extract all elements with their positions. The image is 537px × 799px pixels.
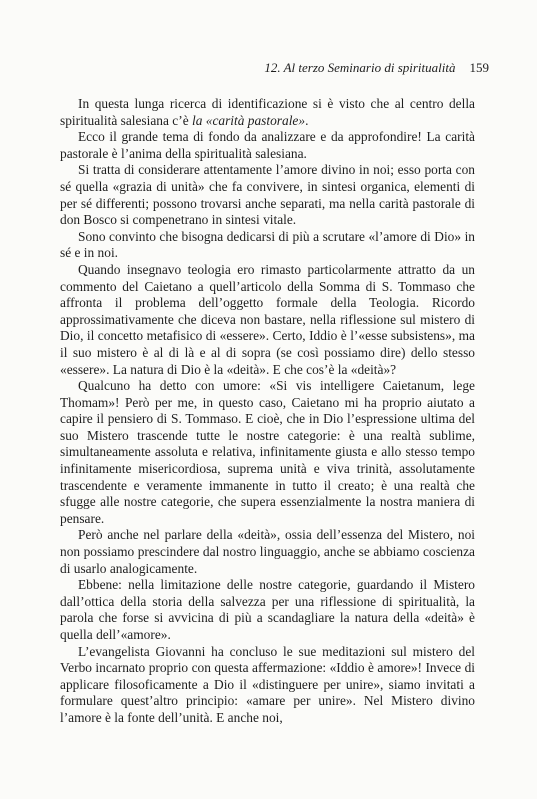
paragraph-9: L’evangelista Giovanni ha concluso le sue meditazioni sul mistero del Verbo incarnato proprio con questa affermazione: «Iddio è amore»! Invece di applicare filosoficamente a Dio il «distinguere per unire», siamo invitati a formulare quest’altro principio: «amare per unire». Nel Mistero divino l’amore è la fonte dell’unità. E anche noi, bbox=[60, 643, 475, 725]
paragraph-6: Qualcuno ha detto con umore: «Si vis intelligere Caietanum, lege Thomam»! Però per me, in questo caso, Caietano mi ha proprio aiutato a capire il pensiero di S. Tommaso. E cioè, che in Dio l’espressione ultima del suo Mistero trascende tutte le nostre categorie: è una realtà sublime, simultaneamente assoluta e relativa, infinitamente giusta e allo stesso tempo infinitamente misericordiosa, suprema unità e viva trinità, assolutamente trascendente e veramente immanente in tutto il creato; è una realtà che sfugge alle nostre categorie, che supera essenzialmente la nostra maniera di pensare. bbox=[60, 378, 475, 526]
running-title: 12. Al terzo Seminario di spiritualità bbox=[264, 60, 456, 75]
paragraph-text: In questa lunga ricerca di identificazione si è visto che al centro della spiritualità salesiana c’è bbox=[60, 96, 475, 128]
paragraph-2: Ecco il grande tema di fondo da analizzare e da approfondire! La carità pastorale è l’anima della spiritualità salesiana. bbox=[60, 129, 475, 161]
paragraph-7: Però anche nel parlare della «deità», ossia dell’essenza del Mistero, noi non possiamo prescindere dal nostro linguaggio, anche se abbiamo coscienza di usarlo analogicamente. bbox=[60, 527, 475, 576]
paragraph-1 bbox=[60, 96, 475, 129]
paragraph-3: Si tratta di considerare attentamente l’amore divino in noi; esso porta con sé quella «grazia di unità» che fa convivere, in sintesi organica, elementi di per sé differenti; possono trovarsi anche separati, ma nella carità pastorale di don Bosco si compenetrano in sintesi vitale. bbox=[60, 162, 475, 228]
body-text bbox=[60, 96, 475, 727]
emphasis-text: la «carità pastorale» bbox=[192, 112, 306, 128]
page-number: 159 bbox=[469, 60, 489, 75]
paragraph-8: Ebbene: nella limitazione delle nostre categorie, guardando il Mistero dall’ottica della storia della salvezza per una riflessione di spiritualità, la parola che forse si avvicina di più a scandagliare la natura della «deità» è quella dell’«amore». bbox=[60, 577, 475, 642]
paragraph-tail: . bbox=[305, 112, 309, 128]
running-head bbox=[264, 60, 489, 76]
paragraph-5: Quando insegnavo teologia ero rimasto particolarmente attratto da un commento del Caietano a quell’articolo della Somma di S. Tommaso che affronta il problema dell’oggetto formale della Teologia. Ricordo approssimativamente che diceva non bastare, nella riflessione sul mistero di Dio, il concetto metafisico di «essere». Certo, Iddio è l’«esse subsistens», ma il suo mistero è al di là e al di sopra (se così possiamo dire) dello stesso «essere». La natura di Dio è la «deità». E che cos’è la «deità»? bbox=[60, 261, 475, 377]
paragraph-4: Sono convinto che bisogna dedicarsi di più a scrutare «l’amore di Dio» in sé e in noi. bbox=[60, 228, 475, 261]
